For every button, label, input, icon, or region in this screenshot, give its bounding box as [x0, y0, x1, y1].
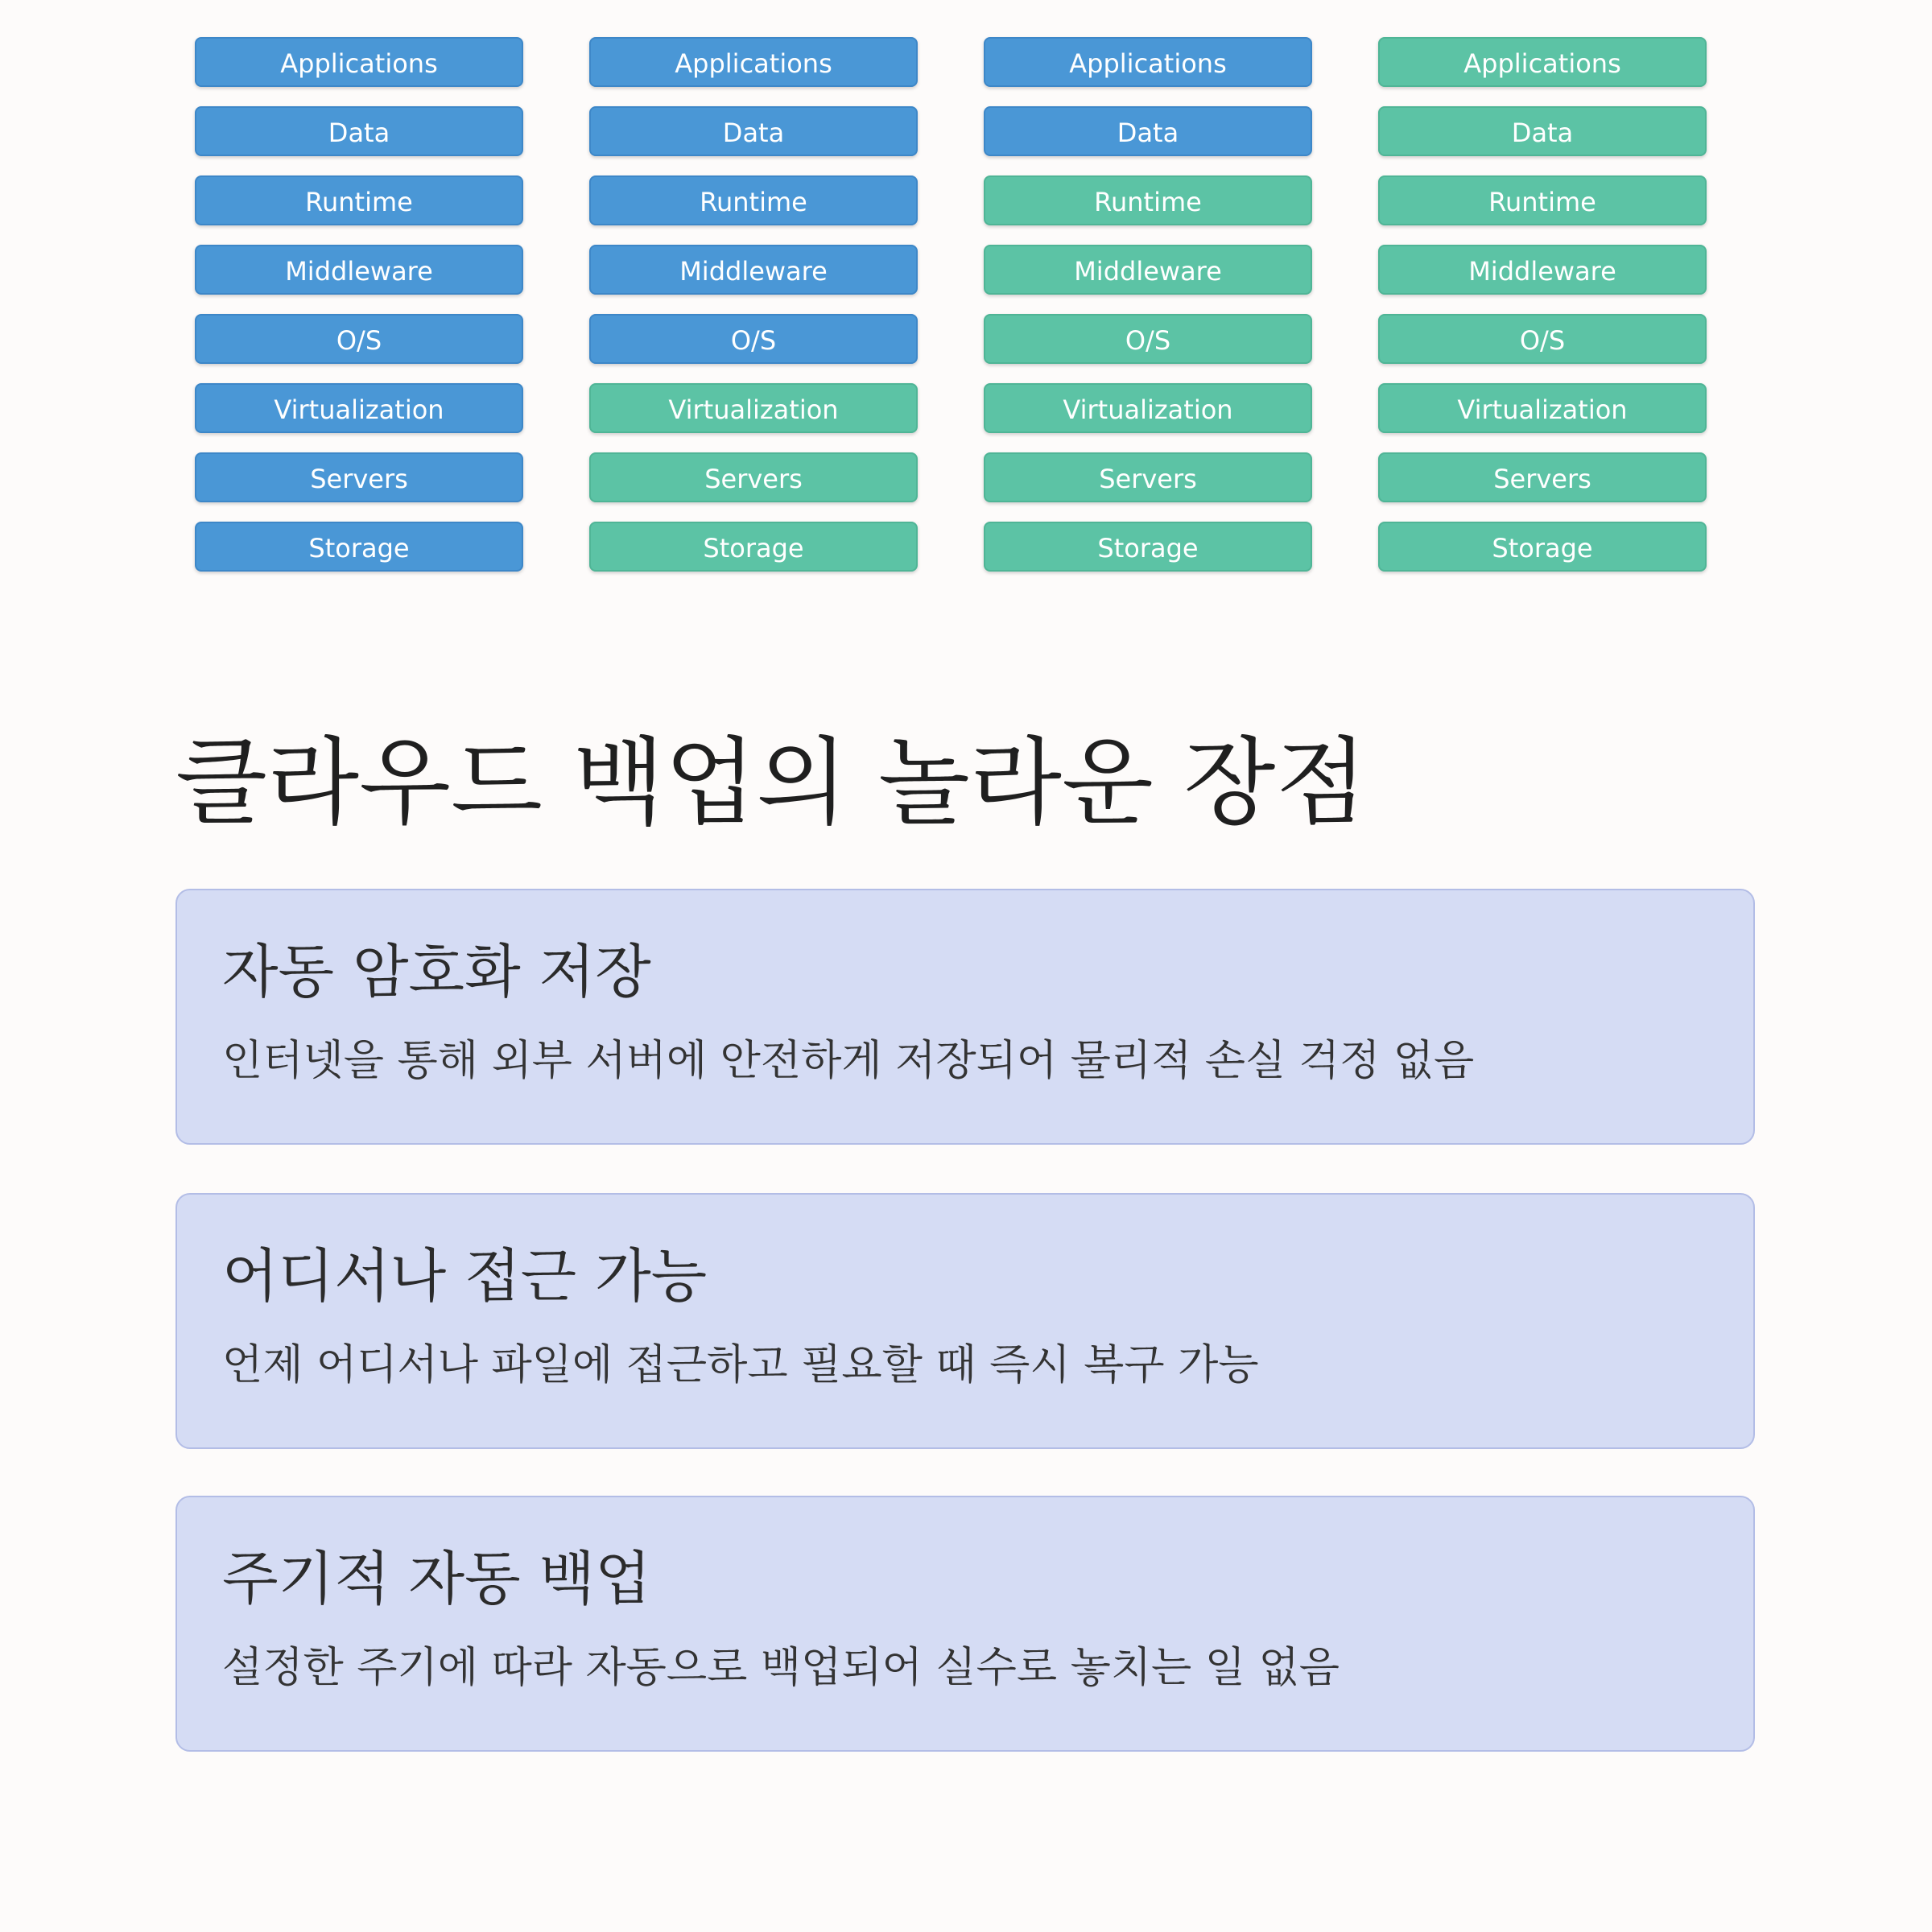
stack-layer: Data	[1378, 106, 1707, 156]
stack-layer: Data	[984, 106, 1312, 156]
stack-layer: Runtime	[195, 175, 523, 225]
stack-layer: Applications	[589, 37, 918, 87]
card-title: 어디서나 접근 가능	[222, 1242, 708, 1310]
stack-layer: Servers	[589, 452, 918, 502]
stack-layer: Runtime	[1378, 175, 1707, 225]
stack-column-4	[1378, 37, 1707, 591]
section-title: 클라우드 백업의 놀라운 장점	[175, 727, 1368, 838]
stack-layer: Runtime	[589, 175, 918, 225]
stack-layer: Virtualization	[1378, 383, 1707, 433]
stack-layer: Applications	[195, 37, 523, 87]
stack-layer: Storage	[589, 522, 918, 572]
stack-layer: Servers	[984, 452, 1312, 502]
stack-layer: O/S	[195, 314, 523, 364]
stack-layer: Storage	[195, 522, 523, 572]
stack-layer: Runtime	[984, 175, 1312, 225]
card-description: 설정한 주기에 따라 자동으로 백업되어 실수로 놓치는 일 없음	[222, 1644, 1340, 1692]
stack-layer: Storage	[984, 522, 1312, 572]
stack-layer: Data	[589, 106, 918, 156]
stack-layer: Virtualization	[984, 383, 1312, 433]
stack-layer: O/S	[1378, 314, 1707, 364]
feature-card-auto-backup	[175, 1496, 1755, 1752]
stack-layer: O/S	[589, 314, 918, 364]
cloud-service-stack-diagram	[0, 0, 1932, 564]
stack-layer: Middleware	[195, 245, 523, 295]
stack-layer: Applications	[984, 37, 1312, 87]
stack-layer: Storage	[1378, 522, 1707, 572]
card-description: 언제 어디서나 파일에 접근하고 필요할 때 즉시 복구 가능	[222, 1341, 1259, 1389]
stack-layer: Virtualization	[195, 383, 523, 433]
card-description: 인터넷을 통해 외부 서버에 안전하게 저장되어 물리적 손실 걱정 없음	[222, 1037, 1475, 1085]
stack-column-2	[589, 37, 918, 591]
stack-layer: Middleware	[984, 245, 1312, 295]
stack-layer: Servers	[1378, 452, 1707, 502]
stack-layer: Servers	[195, 452, 523, 502]
feature-card-access	[175, 1193, 1755, 1449]
card-title: 주기적 자동 백업	[222, 1545, 651, 1612]
card-title: 자동 암호화 저장	[222, 938, 651, 1005]
stack-layer: Middleware	[589, 245, 918, 295]
stack-column-3	[984, 37, 1312, 591]
stack-layer: Applications	[1378, 37, 1707, 87]
stack-column-1	[195, 37, 523, 591]
stack-layer: Data	[195, 106, 523, 156]
stack-layer: Virtualization	[589, 383, 918, 433]
feature-card-encryption	[175, 889, 1755, 1145]
stack-layer: Middleware	[1378, 245, 1707, 295]
stack-layer: O/S	[984, 314, 1312, 364]
